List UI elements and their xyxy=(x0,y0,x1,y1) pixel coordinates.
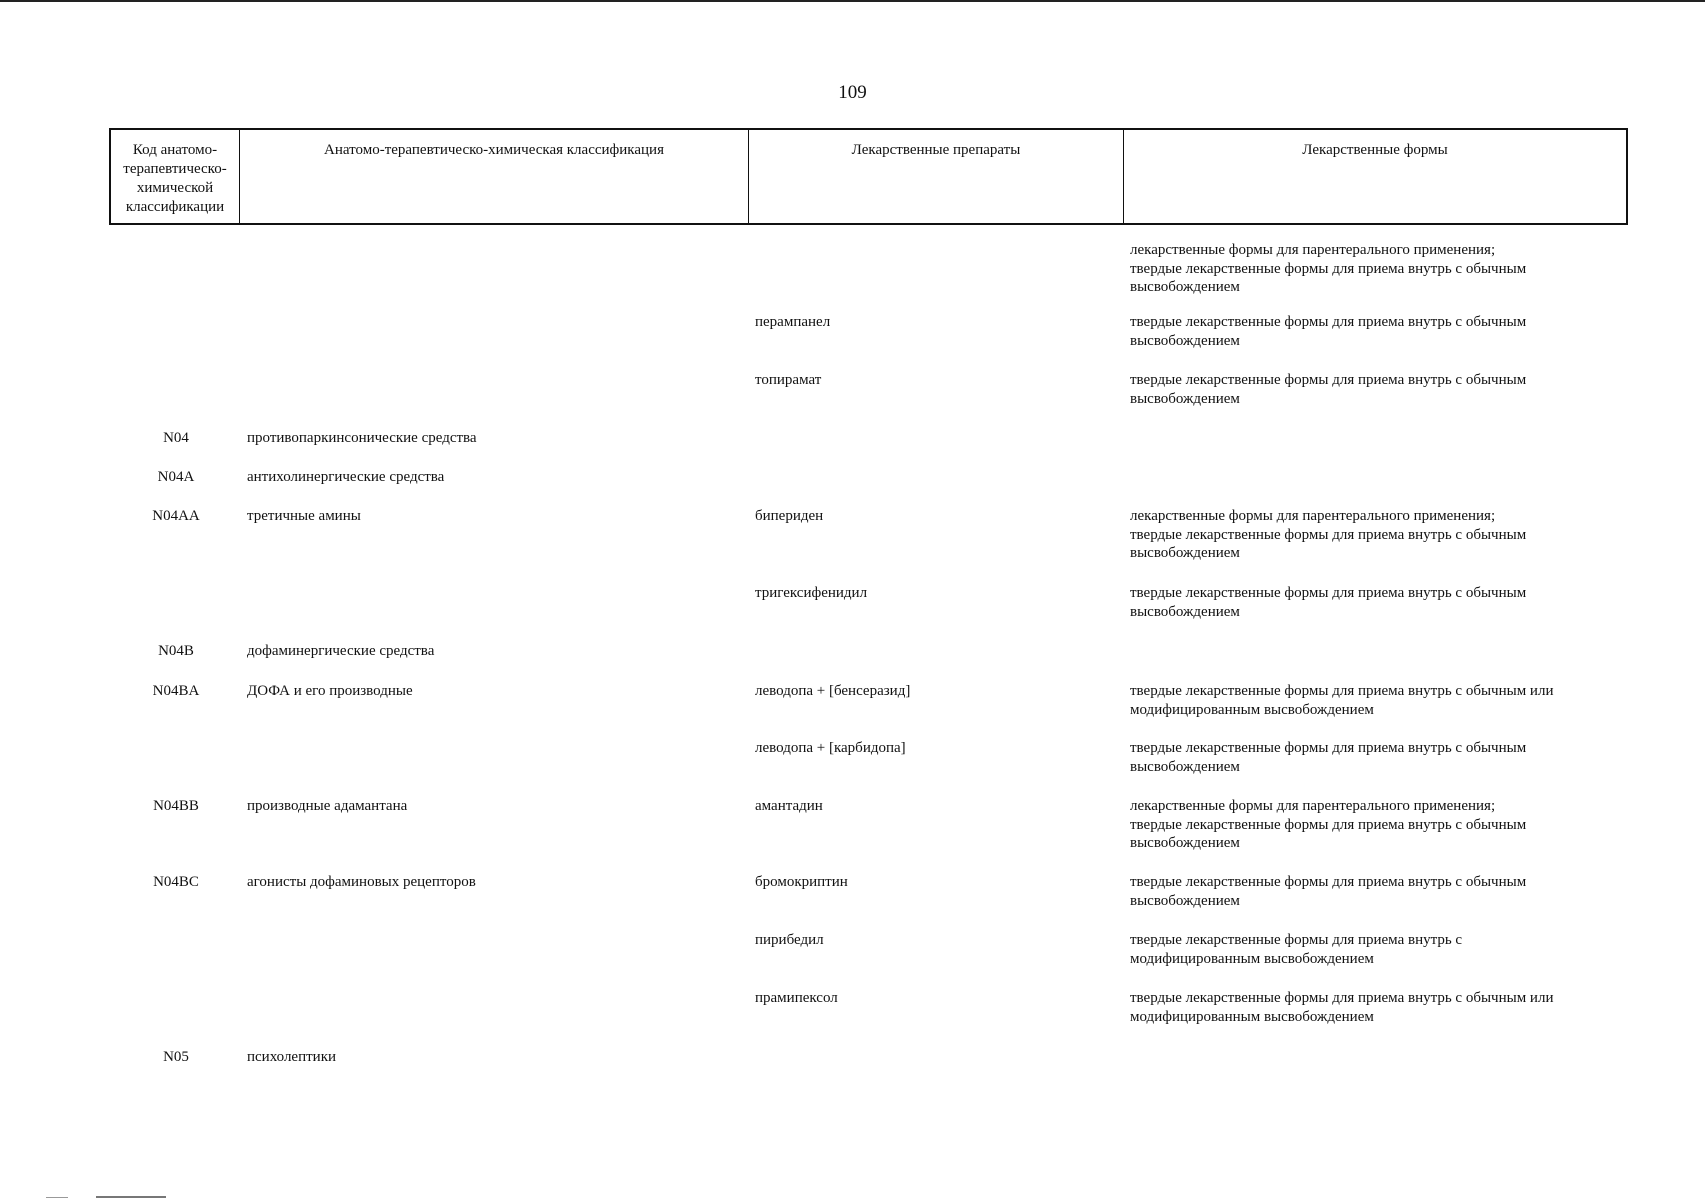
dosage-form-line: высвобождением xyxy=(1130,603,1240,620)
dosage-form-line: высвобождением xyxy=(1130,545,1240,561)
dosage-form-line: твердые лекарственные формы для приема внутрь с xyxy=(1130,932,1463,948)
dosage-form-line: твердые лекарственные формы для приема внутрь с обычным xyxy=(1130,874,1527,890)
dosage-forms xyxy=(1130,371,1622,408)
dosage-form-line: модифицированным высвобождением xyxy=(1130,701,1374,718)
header-classification: Анатомо-терапевтическо-химическая классификация xyxy=(239,130,748,223)
dosage-form-line: высвобождением xyxy=(1130,892,1240,909)
page-top-edge xyxy=(0,0,1705,2)
drug-name: бипериден xyxy=(755,508,824,524)
dosage-form-line: высвобождением xyxy=(1130,390,1240,407)
dosage-form-line: твердые лекарственные формы для приема внутрь с обычным xyxy=(1130,740,1527,756)
atc-code: N04 xyxy=(163,430,189,446)
dosage-forms xyxy=(1130,682,1622,719)
header-code: Код анатомо-терапевтическо-химической классификации xyxy=(123,142,227,215)
dosage-forms xyxy=(1130,507,1622,563)
drug-name: леводопа + [карбидопа] xyxy=(755,740,906,756)
dosage-form-line: твердые лекарственные формы для приема внутрь с обычным xyxy=(1130,314,1527,330)
dosage-form-line: твердые лекарственные формы для приема внутрь с обычным или xyxy=(1130,683,1554,699)
drug-name: амантадин xyxy=(755,798,823,814)
atc-classification: агонисты дофаминовых рецепторов xyxy=(247,874,476,890)
dosage-form-line: высвобождением xyxy=(1130,758,1240,775)
drug-name: прамипексол xyxy=(755,990,838,1006)
dosage-forms xyxy=(1130,797,1622,853)
atc-code: N04A xyxy=(157,469,195,485)
dosage-forms xyxy=(1130,739,1622,776)
dosage-form-line: высвобождением xyxy=(1130,279,1240,295)
header-forms: Лекарственные формы xyxy=(1123,130,1626,223)
atc-code: N05 xyxy=(163,1049,189,1065)
dosage-form-line: твердые лекарственные формы для приема внутрь с обычным или xyxy=(1130,990,1554,1006)
dosage-forms xyxy=(1130,313,1622,350)
drug-name: леводопа + [бенсеразид] xyxy=(755,683,911,699)
drug-name: бромокриптин xyxy=(755,874,848,890)
dosage-form-line: модифицированным высвобождением xyxy=(1130,950,1374,967)
atc-classification: противопаркинсонические средства xyxy=(247,430,477,446)
dosage-form-line: лекарственные формы для парентерального применения; xyxy=(1130,508,1496,524)
atc-classification: дофаминергические средства xyxy=(247,643,435,659)
dosage-forms xyxy=(1130,584,1622,621)
atc-code: N04BC xyxy=(153,874,199,890)
dosage-form-line: твердые лекарственные формы для приема внутрь с обычным xyxy=(1130,372,1527,388)
atc-classification: третичные амины xyxy=(247,508,361,524)
dosage-forms xyxy=(1130,873,1622,910)
scan-mark xyxy=(96,1196,166,1198)
dosage-form-line: твердые лекарственные формы для приема внутрь с обычным xyxy=(1130,526,1527,543)
dosage-form-line: лекарственные формы для парентерального применения; xyxy=(1130,242,1496,258)
atc-code: N04AA xyxy=(152,508,200,524)
drug-name: топирамат xyxy=(755,372,822,388)
dosage-form-line: высвобождением xyxy=(1130,332,1240,349)
atc-code: N04B xyxy=(158,643,194,659)
dosage-form-line: твердые лекарственные формы для приема внутрь с обычным xyxy=(1130,260,1527,277)
dosage-forms xyxy=(1130,989,1622,1026)
atc-code: N04BB xyxy=(153,798,199,814)
atc-code: N04BA xyxy=(152,683,200,699)
dosage-form-line: твердые лекарственные формы для приема внутрь с обычным xyxy=(1130,816,1527,833)
atc-classification: ДОФА и его производные xyxy=(247,683,413,699)
atc-classification: антихолинергические средства xyxy=(247,469,445,485)
dosage-form-line: твердые лекарственные формы для приема внутрь с обычным xyxy=(1130,585,1527,601)
dosage-forms xyxy=(1130,241,1622,297)
atc-classification: производные адамантана xyxy=(247,798,408,814)
header-drugs: Лекарственные препараты xyxy=(748,130,1123,223)
dosage-forms xyxy=(1130,931,1622,968)
page-number: 109 xyxy=(838,82,867,103)
scan-mark xyxy=(46,1197,68,1198)
dosage-form-line: лекарственные формы для парентерального применения; xyxy=(1130,798,1496,814)
dosage-form-line: модифицированным высвобождением xyxy=(1130,1008,1374,1025)
table-header xyxy=(109,128,1628,225)
drug-name: перампанел xyxy=(755,314,831,330)
atc-classification: психолептики xyxy=(247,1049,337,1065)
dosage-form-line: высвобождением xyxy=(1130,835,1240,851)
drug-name: пирибедил xyxy=(755,932,824,948)
drug-name: тригексифенидил xyxy=(755,585,868,601)
